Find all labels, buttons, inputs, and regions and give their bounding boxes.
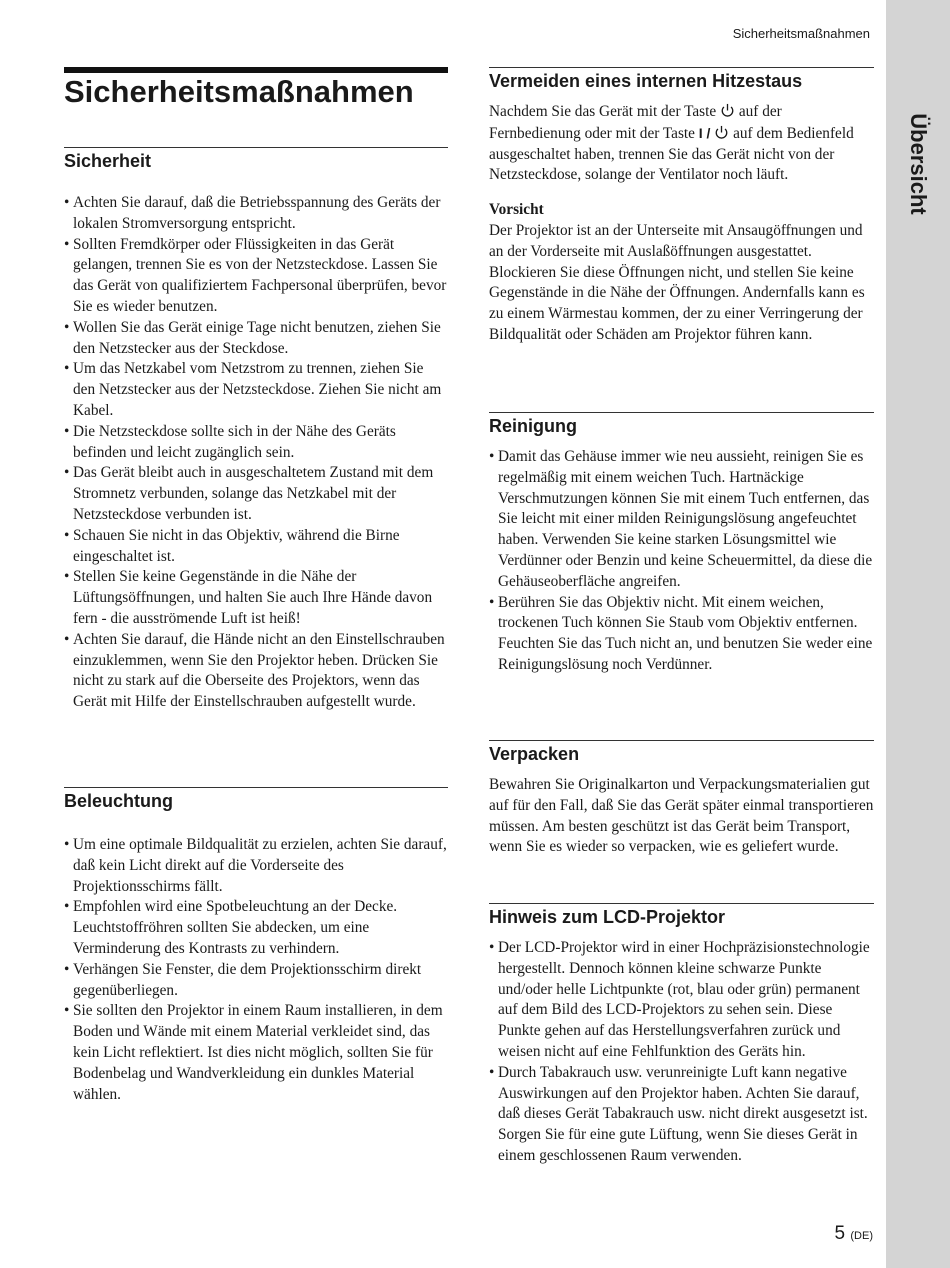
section-reinigung (489, 412, 874, 676)
body-text: auf der Fernbedienung oder mit der Taste (489, 103, 782, 142)
list-item: • Um das Netzkabel vom Netzstrom zu trennen, ziehen Sie den Netzstecker aus der Netzsteckdose. Ziehen Sie nicht am Kabel. (64, 359, 448, 421)
list-item: • Der LCD-Projektor wird in einer Hochpräzisionstechnologie hergestellt. Dennoch können kleine schwarze Punkte und/oder helle Lichtpunkte (rot, blau oder grün) permanent auf dem Bild des LCD-Projektors zu sehen sein. Diese Punkte gehen auf das Herstellungsverfahren zurück und weisen nicht auf eine Fehlfunktion des Geräts hin. (489, 938, 874, 1063)
list-item-text: Durch Tabakrauch usw. verunreinigte Luft kann negative Auswirkungen auf den Projektor haben. Achten Sie darauf, daß dieses Gerät Tabakrauch usw. nicht direkt ausgesetzt ist. (498, 1063, 868, 1123)
list-item (489, 1063, 874, 1167)
body-text: auf dem Bedienfeld ausgeschaltet haben, trennen Sie das Gerät nicht von der Netzsteckdose, solange der Ventilator noch läuft. (489, 124, 854, 184)
page-number-value: 5 (834, 1223, 846, 1244)
list-item: • Damit das Gehäuse immer wie neu aussieht, reinigen Sie es regelmäßig mit einem weichen Tuch. Hartnäckige Verschmutzungen können Sie mit einem Tuch entfernen, das Sie leicht mit einer milden Reinigungslösung angefeuchtet haben. Verwenden Sie keine starken Lösungsmittel wie Verdünner oder Benzin und keine Scheuermittel, da diese die Gehäuseoberfläche angreifen. (489, 447, 874, 593)
list-item: • Achten Sie darauf, daß die Betriebsspannung des Geräts der lokalen Stromversorgung entspricht. (64, 193, 448, 235)
page-language: (DE) (850, 1230, 873, 1242)
section-heading: Verpacken (489, 744, 580, 764)
section-heading: Sicherheit (64, 151, 152, 171)
list-item: • Empfohlen wird eine Spotbeleuchtung an der Decke. Leuchtstoffröhren sollten Sie abdecken, um eine Verminderung des Kontrasts zu verhindern. (64, 897, 448, 959)
section-verpacken (489, 740, 874, 858)
list-item: • Schauen Sie nicht in das Objektiv, während die Birne eingeschaltet ist. (64, 526, 448, 568)
body-text: Nachdem Sie das Gerät mit der Taste (489, 103, 717, 120)
page-title: Sicherheitsmaßnahmen (64, 74, 414, 109)
list-item: • Das Gerät bleibt auch in ausgeschaltetem Zustand mit dem Stromnetz verbunden, solange das Netzkabel mit der Netzsteckdose verbunden ist. (64, 463, 448, 525)
side-tab (886, 0, 950, 1268)
bullet-list (64, 193, 448, 713)
power-icon (720, 103, 735, 118)
section-heading: Beleuchtung (64, 791, 174, 811)
side-tab-label: Übersicht (906, 113, 931, 215)
title-rule (64, 67, 448, 73)
list-item: • Berühren Sie das Objektiv nicht. Mit einem weichen, trockenen Tuch können Sie Staub vom Objektiv entfernen. Feuchten Sie das Tuch nicht an, und benutzen Sie weder eine Reinigungslösung noch Verdünner. (489, 593, 874, 676)
running-head: Sicherheitsmaßnahmen (732, 26, 870, 41)
power-icon (714, 125, 729, 140)
section-hitzestau (489, 67, 874, 346)
section-beleuchtung (64, 787, 448, 1105)
section-sicherheit (64, 147, 448, 713)
page-number (835, 1223, 873, 1245)
bullet-list (64, 835, 448, 1105)
section-heading: Vermeiden eines internen Hitzestaus (489, 71, 803, 91)
list-item: • Die Netzsteckdose sollte sich in der Nähe des Geräts befinden und leicht zugänglich sein. (64, 422, 448, 464)
list-item: • Wollen Sie das Gerät einige Tage nicht benutzen, ziehen Sie den Netzstecker aus der Steckdose. (64, 318, 448, 360)
caution-title: Vorsicht (489, 201, 544, 219)
list-item: • Achten Sie darauf, die Hände nicht an den Einstellschrauben einzuklemmen, wenn Sie den Projektor heben. Drücken Sie nicht zu stark auf die Oberseite des Projektors, wenn das Gerät mit Hilfe der Einstellschrauben aufgestellt wurde. (64, 630, 448, 713)
list-item: • Sie sollten den Projektor in einem Raum installieren, in dem Boden und Wände mit einem Material verkleidet sind, das kein Licht reflektiert. Ist dies nicht möglich, sollten Sie für Bodenbelag und Wandverkleidung ein dunkles Material wählen. (64, 1001, 448, 1105)
body-paragraph (489, 102, 874, 186)
list-item-text: Sorgen Sie für eine gute Lüftung, wenn Sie dieses Gerät in einem geschlossenen Raum verwenden. (498, 1126, 858, 1164)
section-heading: Reinigung (489, 416, 577, 436)
list-item: • Stellen Sie keine Gegenstände in die Nähe der Lüftungsöffnungen, und halten Sie auch Ihre Hände davon fern - die ausströmende Luft ist heiß! (64, 567, 448, 629)
section-heading: Hinweis zum LCD-Projektor (489, 907, 726, 927)
body-paragraph: Bewahren Sie Originalkarton und Verpackungsmaterialien gut auf für den Fall, daß Sie das Gerät später einmal transportieren müssen. Am besten geschützt ist das Gerät beim Transport, wenn Sie es wieder so verpacken, wie es geliefert wurde. (489, 776, 874, 856)
list-item: • Verhängen Sie Fenster, die dem Projektionsschirm direkt gegenüberliegen. (64, 960, 448, 1002)
key-label: I / (698, 124, 711, 141)
list-item: • Um eine optimale Bildqualität zu erzielen, achten Sie darauf, daß kein Licht direkt auf die Vorderseite des Projektionsschirms fällt. (64, 835, 448, 897)
bullet-list (489, 938, 874, 1167)
bullet-list (489, 447, 874, 676)
list-item: • Sollten Fremdkörper oder Flüssigkeiten in das Gerät gelangen, trennen Sie es von der Netzsteckdose. Lassen Sie das Gerät von qualifiziertem Fachpersonal überprüfen, bevor Sie es wieder benutzen. (64, 235, 448, 318)
section-lcd (489, 903, 874, 1167)
caution-text: Der Projektor ist an der Unterseite mit Ansaugöffnungen und an der Vorderseite mit Auslaßöffnungen ausgestattet. Blockieren Sie diese Öffnungen nicht, und stellen Sie keine Gegenstände in die Nähe der Öffnungen. Andernfalls kann es zu einem Wärmestau kommen, der zu einer Verringerung der Bildqualität oder Schäden am Projektor führen kann. (489, 221, 865, 343)
